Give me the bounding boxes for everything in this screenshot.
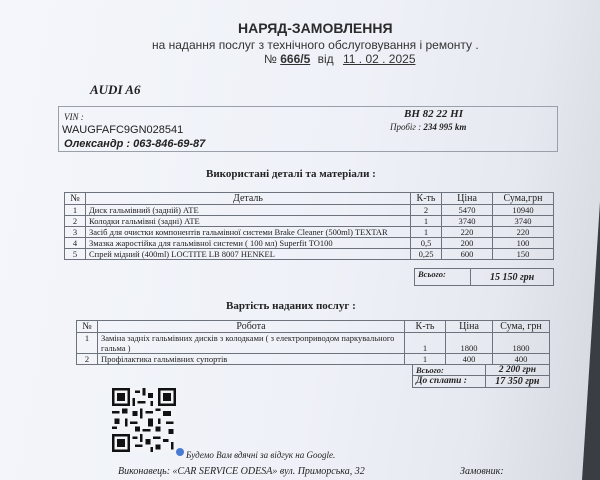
- col-qty: К-ть: [405, 321, 446, 333]
- qr-code: [112, 388, 176, 452]
- row-price: 200: [442, 238, 493, 249]
- table-row: [65, 205, 554, 216]
- parts-table: [64, 192, 554, 260]
- google-icon: [176, 448, 184, 456]
- row-qty: 0,5: [411, 238, 442, 249]
- row-name: Змазка жаростійка для гальмівної системи ( 100 мл) Superfit TO100: [86, 238, 411, 249]
- vin-value: WAUGFAFC9GN028541: [62, 124, 184, 136]
- row-name: Засіб для очистки компонентів гальмівної системи Brake Cleaner (500ml) TEXTAR: [86, 227, 411, 238]
- table-row: [77, 354, 550, 365]
- executor-line: Виконавець: «CAR SERVICE ODESA» вул. Приморська, 32: [118, 466, 365, 477]
- row-sum: 220: [493, 227, 554, 238]
- row-name: Колодки гальмівні (задні) ATE: [86, 216, 411, 227]
- col-number: №: [77, 321, 98, 333]
- row-name: Заміна задніх гальмівних дисків з колодками ( з електроприводом паркувального гальма ): [98, 333, 405, 354]
- row-sum: 100: [493, 238, 554, 249]
- row-price: 600: [442, 249, 493, 260]
- row-sum: 400: [493, 354, 550, 365]
- number-prefix: №: [264, 52, 277, 66]
- document-subtitle: на надання послуг з технічного обслуговування і ремонту .: [152, 38, 479, 52]
- parts-total-row: [415, 269, 554, 286]
- owner-contact: Олександр : 063-846-69-87: [64, 138, 206, 150]
- row-number: 4: [65, 238, 86, 249]
- col-price: Ціна: [446, 321, 493, 333]
- row-sum: 1800: [493, 333, 550, 354]
- table-row: [77, 333, 550, 354]
- row-qty: 1: [405, 333, 446, 354]
- col-sum: Сума, грн: [493, 321, 550, 333]
- col-number: №: [65, 193, 86, 205]
- google-review-note: Будемо Вам вдячні за відгук на Google.: [186, 450, 336, 460]
- plate-number: ВН 82 22 НІ: [404, 108, 463, 120]
- row-number: 2: [77, 354, 98, 365]
- row-number: 1: [65, 205, 86, 216]
- row-qty: 0,25: [411, 249, 442, 260]
- row-qty: 1: [411, 216, 442, 227]
- pay-label: До сплати :: [413, 376, 486, 388]
- services-total-label: Всього:: [413, 365, 486, 376]
- col-part: Деталь: [86, 193, 411, 205]
- mileage-label: Пробіг :: [390, 122, 422, 132]
- row-name: Диск гальмівний (задній) ATE: [86, 205, 411, 216]
- services-table: [76, 320, 550, 365]
- row-number: 2: [65, 216, 86, 227]
- order-number: 666/5: [280, 52, 311, 66]
- row-price: 1800: [446, 333, 493, 354]
- services-total-value: 2 200 грн: [485, 365, 549, 376]
- table-row: [65, 238, 554, 249]
- col-qty: К-ть: [411, 193, 442, 205]
- row-sum: 150: [493, 249, 554, 260]
- table-row: [65, 249, 554, 260]
- services-header-row: [77, 321, 550, 333]
- parts-total-value: 15 150 грн: [471, 269, 554, 286]
- mileage-value: 234 995 km: [423, 122, 467, 132]
- row-qty: 2: [411, 205, 442, 216]
- row-number: 3: [65, 227, 86, 238]
- row-name: Профілактика гальмівних супортів: [98, 354, 405, 365]
- table-row: [65, 227, 554, 238]
- row-sum: 10940: [493, 205, 554, 216]
- services-heading: Вартість наданих послуг :: [226, 300, 356, 312]
- row-sum: 3740: [493, 216, 554, 227]
- pay-row: [413, 376, 550, 388]
- order-date: 11 . 02 . 2025: [342, 52, 416, 66]
- parts-header-row: [65, 193, 554, 205]
- parts-heading: Використані деталі та матеріали :: [206, 168, 376, 180]
- mileage: [390, 122, 466, 132]
- row-price: 220: [442, 227, 493, 238]
- date-prefix: від: [317, 52, 334, 66]
- col-work: Робота: [98, 321, 405, 333]
- row-number: 5: [65, 249, 86, 260]
- col-price: Ціна: [442, 193, 493, 205]
- document-title: НАРЯД-ЗАМОВЛЕННЯ: [238, 20, 393, 36]
- table-row: [65, 216, 554, 227]
- pay-value: 17 350 грн: [485, 376, 549, 388]
- row-number: 1: [77, 333, 98, 354]
- col-sum: Сума,грн: [493, 193, 554, 205]
- row-qty: 1: [411, 227, 442, 238]
- parts-total-label: Всього:: [415, 269, 471, 286]
- car-model: AUDI A6: [90, 82, 141, 97]
- row-price: 5470: [442, 205, 493, 216]
- services-total-table: [412, 364, 550, 388]
- row-name: Спрей мідний (400ml) LOCTITE LB 8007 HENKEL: [86, 249, 411, 260]
- order-number-line: [264, 52, 416, 66]
- client-signature-label: Замовник:: [460, 466, 504, 477]
- parts-total-table: [414, 268, 554, 286]
- services-total-row: [413, 365, 550, 376]
- row-price: 400: [446, 354, 493, 365]
- row-price: 3740: [442, 216, 493, 227]
- row-qty: 1: [405, 354, 446, 365]
- vin-label: VIN :: [64, 112, 84, 122]
